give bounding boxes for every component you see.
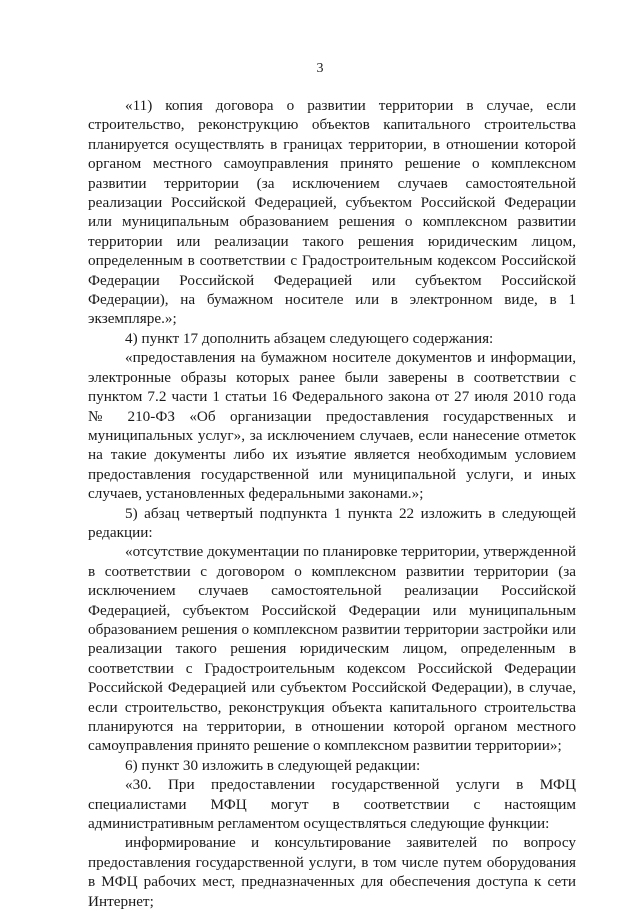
paragraph-item-11-contract-copy: «11) копия договора о развитии территории в случае, если строительство, реконструкцию объектов капитального строительства планируется осуществлять в границах территории, в отношении которой органом местного самоуправления принято решение о комплексном развитии территории (за исключением случаев самостоятельной реализации Российской Федерацией, субъектом Российской Федерации или муниципальным образованием решения о комплексном развитии территории или реализации такого решения юридическим лицом, определенным в соответствии с Градостроительным кодексом Российской Федерации Российской Федерацией или субъектом Российской Федерации), на бумажном носителе или в электронном виде, в 1 экземпляре.»; bbox=[88, 97, 576, 328]
paragraph-amend-point-22: 5) абзац четвертый подпункта 1 пункта 22 изложить в следующей редакции: bbox=[88, 504, 576, 541]
paragraph-point-30-text: «30. При предоставлении государственной услуги в МФЦ специалистами МФЦ могут в соответствии с настоящим административным регламентом осуществляться следующие функции: bbox=[88, 776, 576, 833]
paragraph-mfc-informing: информирование и консультирование заявителей по вопросу предоставления государственной услуги, в том числе путем оборудования в МФЦ рабочих мест, предназначенных для обеспечения доступа к сети Интернет; bbox=[88, 834, 576, 910]
page-number: 3 bbox=[316, 61, 324, 76]
paragraph-point-17-text: «предоставления на бумажном носителе документов и информации, электронные образы которых ранее были заверены в соответствии с пунктом 7.2 части 1 статьи 16 Федерального закона от 27 июля 2010 года № 210-ФЗ «Об организации предоставления государственных и муниципальных услуг», за исключением случаев, если нанесение отметок на такие документы либо их изъятие является необходимым условием предоставления государственной или муниципальной услуги, и иных случаев, установленных федеральными законами.»; bbox=[88, 349, 576, 503]
paragraph-point-22-text: «отсутствие документации по планировке территории, утвержденной в соответствии с договором о комплексном развитии территории (за исключением случаев самостоятельной реализации Российской Федерацией, субъектом Российской Федерации или муниципальным образованием решения о комплексном развитии территории застройки или реализации такого решения юридическим лицом, определенным в соответствии с Градостроительным кодексом Российской Федерации Российской Федерацией или субъектом Российской Федерации), в случае, если строительство, реконструкция объекта капитального строительства планируются на территории, в отношении которой органом местного самоуправления принято решение о комплексном развитии территории»; bbox=[88, 543, 576, 755]
document-body bbox=[88, 96, 576, 911]
paragraph-amend-point-17: 4) пункт 17 дополнить абзацем следующего содержания: bbox=[125, 329, 494, 347]
paragraph-amend-point-30: 6) пункт 30 изложить в следующей редакции: bbox=[125, 756, 421, 774]
